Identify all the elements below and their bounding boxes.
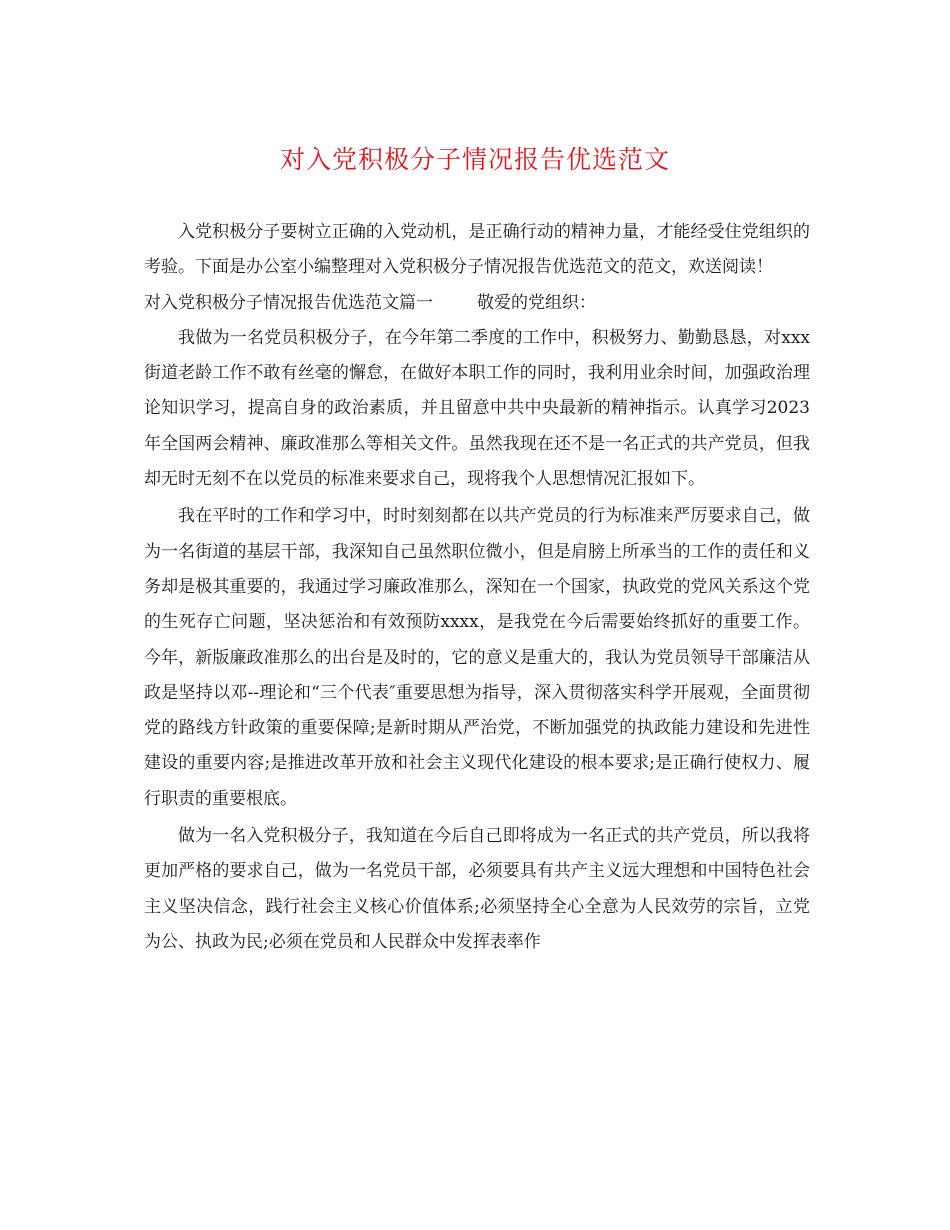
document-title: 对入党积极分子情况报告优选范文: [279, 145, 670, 174]
section-heading-line: [144, 286, 810, 321]
document-body: [144, 215, 810, 960]
body-paragraph-2: 我在平时的工作和学习中，时时刻刻都在以共产党员的行为标准来严厉要求自己，做为一名街道的基层干部，我深知自己虽然职位微小，但是肩膀上所承当的工作的责任和义务却是极其重要的，我通过学习廉政准那么，深知在一个国家，执政党的党风关系这个党的生死存亡问题，坚决惩治和有效预防xxxx，是我党在今后需要始终抓好的重要工作。今年，新版廉政准那么的出台是及时的，它的意义是重大的，我认为党员领导干部廉洁从政是坚持以邓--理论和“三个代表″重要思想为指导，深入贯彻落实科学开展观，全面贯彻党的路线方针政策的重要保障;是新时期从严治党，不断加强党的执政能力建设和先进性建设的重要内容;是推进改革开放和社会主义现代化建设的根本要求;是正确行使权力、履行职责的重要根底。: [144, 506, 810, 809]
section-heading: 对入党积极分子情况报告优选范文篇一: [144, 292, 433, 313]
salutation: 敬爱的党组织：: [477, 292, 596, 313]
body-paragraph-3: 做为一名入党积极分子，我知道在今后自己即将成为一名正式的共产党员，所以我将更加严格的要求自己，做为一名党员干部，必须要具有共产主义远大理想和中国特色社会主义坚决信念，践行社会主义核心价值体系;必须坚持全心全意为人民效劳的宗旨，立党为公、执政为民;必须在党员和人民群众中发挥表率作: [144, 826, 810, 952]
intro-paragraph: 入党积极分子要树立正确的入党动机，是正确行动的精神力量，才能经受住党组织的考验。下面是办公室小编整理对入党积极分子情况报告优选范文的范文，欢送阅读！: [144, 222, 810, 278]
body-paragraph-1: 我做为一名党员积极分子，在今年第二季度的工作中，积极努力、勤勤恳恳，对xxx街道老龄工作不敢有丝毫的懈怠，在做好本职工作的同时，我利用业余时间，加强政治理论知识学习，提高自身的政治素质，并且留意中共中央最新的精神指示。认真学习2023年全国两会精神、廉政准那么等相关文件。虽然我现在还不是一名正式的共产党员，但我却无时无刻不在以党员的标准来要求自己，现将我个人思想情况汇报如下。: [144, 327, 810, 490]
